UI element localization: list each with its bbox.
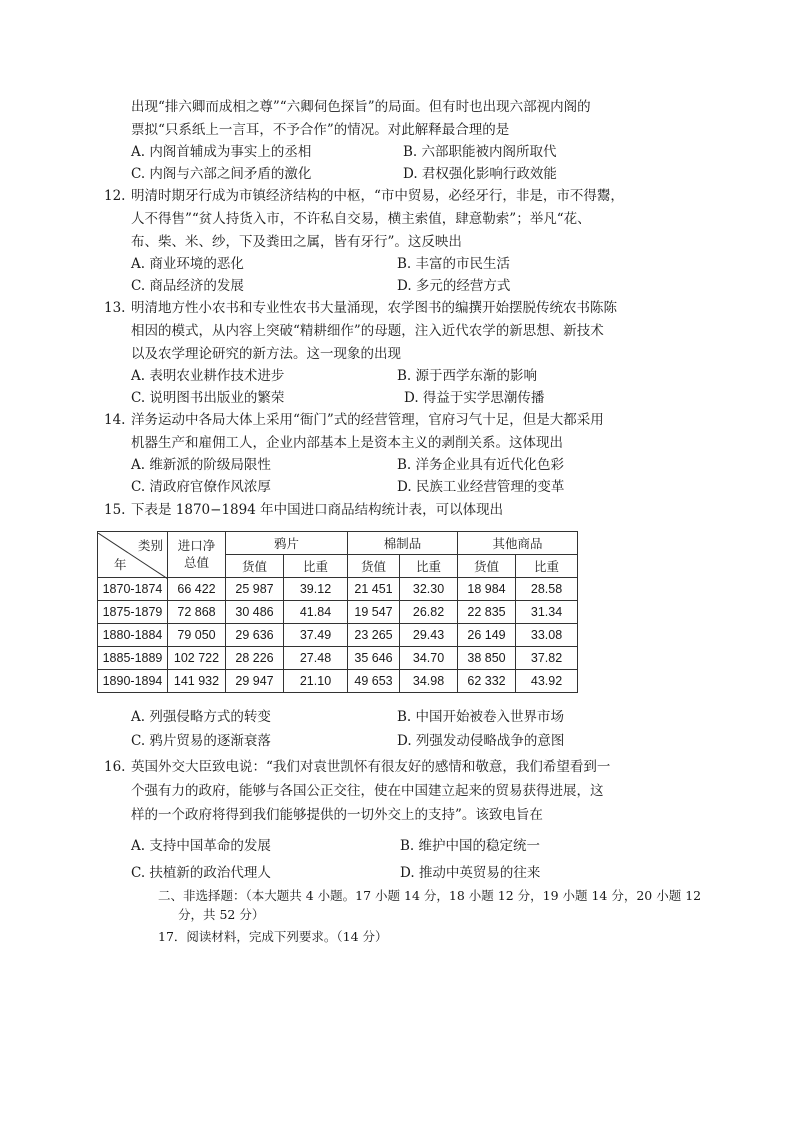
table-group-cotton: 棉制品	[348, 532, 458, 555]
q16-option-c[interactable]: C. 扶植新的政治代理人	[131, 865, 271, 881]
q12-text-line-3: 布、柴、米、纱，下及粪田之属，皆有牙行”。这反映出	[131, 234, 462, 250]
q13-text-line-1: 明清地方性小农书和专业性农书大量涌现，农学图书的编撰开始摆脱传统农书陈陈	[131, 300, 617, 316]
q14-option-b[interactable]: B. 洋务企业具有近代化色彩	[397, 457, 565, 473]
table-corner-year: 年	[114, 557, 127, 572]
import-structure-table	[97, 531, 578, 693]
table-cell: 41.84	[284, 601, 348, 624]
q15-option-d[interactable]: D. 列强发动侵略战争的意图	[397, 733, 565, 749]
q12-text-line-2: 人不得售”“贫人持货入市，不许私自交易，横主索值，肆意勒索”；举凡“花、	[131, 211, 591, 227]
table-cell: 34.70	[400, 647, 458, 670]
table-sub-value: 货值	[348, 555, 400, 578]
table-cell: 25 987	[226, 578, 284, 601]
table-cell: 26 149	[458, 624, 516, 647]
table-sub-value: 货值	[458, 555, 516, 578]
table-corner-category: 类别	[137, 538, 163, 553]
table-row	[98, 601, 578, 624]
q16-option-a[interactable]: A. 支持中国革命的发展	[131, 838, 271, 854]
table-cell: 37.82	[516, 647, 578, 670]
q16-option-d[interactable]: D. 推动中英贸易的往来	[400, 865, 541, 881]
table-cell: 33.08	[516, 624, 578, 647]
q14-option-d[interactable]: D. 民族工业经营管理的变革	[397, 479, 565, 495]
q16-text-line-1: 英国外交大臣致电说：“我们对袁世凯怀有很友好的感情和敬意，我们希望看到一	[131, 759, 611, 775]
q11-option-d[interactable]: D. 君权强化影响行政效能	[403, 166, 557, 182]
table-cell: 26.82	[400, 601, 458, 624]
table-corner-cell	[98, 532, 168, 578]
q16-text-line-3: 样的一个政府将得到我们能够提供的一切外交上的支持”。该致电旨在	[131, 807, 543, 823]
table-cell: 28.58	[516, 578, 578, 601]
table-cell: 35 646	[348, 647, 400, 670]
table-row	[98, 647, 578, 670]
q14-option-a[interactable]: A. 维新派的阶级局限性	[131, 457, 271, 473]
table-cell: 49 653	[348, 670, 400, 693]
table-cell: 62 332	[458, 670, 516, 693]
table-row	[98, 670, 578, 693]
q14-option-c[interactable]: C. 清政府官僚作风浓厚	[131, 479, 271, 495]
q15-text-line-1: 下表是 1870−1894 年中国进口商品结构统计表，可以体现出	[131, 502, 504, 518]
q14-text-line-1: 洋务运动中各局大体上采用“衙门”式的经营管理，官府习气十足，但是大都采用	[131, 412, 604, 428]
table-cell: 1885-1889	[98, 647, 168, 670]
table-cell: 28 226	[226, 647, 284, 670]
table-cell: 21.10	[284, 670, 348, 693]
table-cell: 30 486	[226, 601, 284, 624]
table-cell: 32.30	[400, 578, 458, 601]
table-cell: 66 422	[168, 578, 226, 601]
q13-number: 13.	[104, 300, 126, 316]
q16-number: 16.	[104, 759, 126, 775]
q16-text-line-2: 个强有力的政府，能够与各国公正交往，使在中国建立起来的贸易获得进展，这	[131, 783, 604, 799]
q14-number: 14.	[104, 412, 126, 428]
table-sub-value: 货值	[226, 555, 284, 578]
table-cell: 72 868	[168, 601, 226, 624]
table-cell: 1870-1874	[98, 578, 168, 601]
q15-option-a[interactable]: A. 列强侵略方式的转变	[131, 709, 271, 725]
table-group-other: 其他商品	[458, 532, 578, 555]
table-cell: 141 932	[168, 670, 226, 693]
table-cell: 21 451	[348, 578, 400, 601]
table-cell: 19 547	[348, 601, 400, 624]
q11-option-a[interactable]: A. 内阁首辅成为事实上的丞相	[131, 144, 312, 160]
table-cell: 79 050	[168, 624, 226, 647]
q15-option-b[interactable]: B. 中国开始被卷入世界市场	[397, 709, 565, 725]
q15-option-c[interactable]: C. 鸦片贸易的逐渐衰落	[131, 733, 271, 749]
q11-text-line-2: 票拟“只系纸上一言耳，不予合作”的情况。对此解释最合理的是	[131, 122, 510, 138]
table-cell: 34.98	[400, 670, 458, 693]
table-sub-share: 比重	[400, 555, 458, 578]
table-cell: 22 835	[458, 601, 516, 624]
q16-option-b[interactable]: B. 维护中国的稳定统一	[400, 838, 541, 854]
table-row	[98, 578, 578, 601]
q11-option-b[interactable]: B. 六部职能被内阁所取代	[403, 144, 557, 160]
table-net-total-header: 进口净总值	[168, 532, 226, 578]
q13-option-b[interactable]: B. 源于西学东渐的影响	[397, 368, 538, 384]
part2-heading-line-1: 二、非选择题：（本大题共 4 小题。17 小题 14 分，18 小题 12 分，19 小题 14 分，20 小题 12	[158, 888, 702, 903]
table-cell: 43.92	[516, 670, 578, 693]
table-cell: 37.49	[284, 624, 348, 647]
q13-option-a[interactable]: A. 表明农业耕作技术进步	[131, 368, 285, 384]
table-cell: 29 947	[226, 670, 284, 693]
q15-number: 15.	[104, 502, 126, 518]
table-cell: 1890-1894	[98, 670, 168, 693]
table-cell: 39.12	[284, 578, 348, 601]
table-sub-share: 比重	[284, 555, 348, 578]
q13-text-line-3: 以及农学理论研究的新方法。这一现象的出现	[131, 346, 401, 362]
q13-option-c[interactable]: C. 说明图书出版业的繁荣	[131, 390, 285, 406]
table-cell: 29 636	[226, 624, 284, 647]
table-cell: 102 722	[168, 647, 226, 670]
q17-prompt: 17．阅读材料，完成下列要求。（14 分）	[158, 929, 388, 944]
q12-text-line-1: 明清时期牙行成为市镇经济结构的中枢，“市中贸易，必经牙行，非是，市不得鬻，	[131, 188, 624, 204]
q13-text-line-2: 相因的模式，从内容上突破“精耕细作”的母题，注入近代农学的新思想、新技术	[131, 323, 604, 339]
table-row	[98, 624, 578, 647]
q12-number: 12.	[104, 188, 126, 204]
q12-option-b[interactable]: B. 丰富的市民生活	[397, 256, 511, 272]
part2-heading-line-2: 分，共 52 分）	[178, 907, 265, 922]
table-cell: 38 850	[458, 647, 516, 670]
table-cell: 27.48	[284, 647, 348, 670]
table-cell: 31.34	[516, 601, 578, 624]
q14-text-line-2: 机器生产和雇佣工人，企业内部基本上是资本主义的剥削关系。这体现出	[131, 435, 563, 451]
table-group-opium: 鸦片	[226, 532, 348, 555]
table-header-row	[98, 532, 578, 555]
table-cell: 23 265	[348, 624, 400, 647]
q12-option-a[interactable]: A. 商业环境的恶化	[131, 256, 244, 272]
table-cell: 1880-1884	[98, 624, 168, 647]
table-cell: 1875-1879	[98, 601, 168, 624]
q11-option-c[interactable]: C. 内阁与六部之间矛盾的激化	[131, 166, 312, 182]
q12-option-d[interactable]: D. 多元的经营方式	[397, 278, 511, 294]
q12-option-c[interactable]: C. 商品经济的发展	[131, 278, 244, 294]
table-cell: 29.43	[400, 624, 458, 647]
q11-text-line-1: 出现“排六卿而成相之尊”“六卿伺色探旨”的局面。但有时也出现六部视内阁的	[131, 99, 591, 115]
q13-option-d[interactable]: D. 得益于实学思潮传播	[404, 390, 545, 406]
table-sub-share: 比重	[516, 555, 578, 578]
table-cell: 18 984	[458, 578, 516, 601]
